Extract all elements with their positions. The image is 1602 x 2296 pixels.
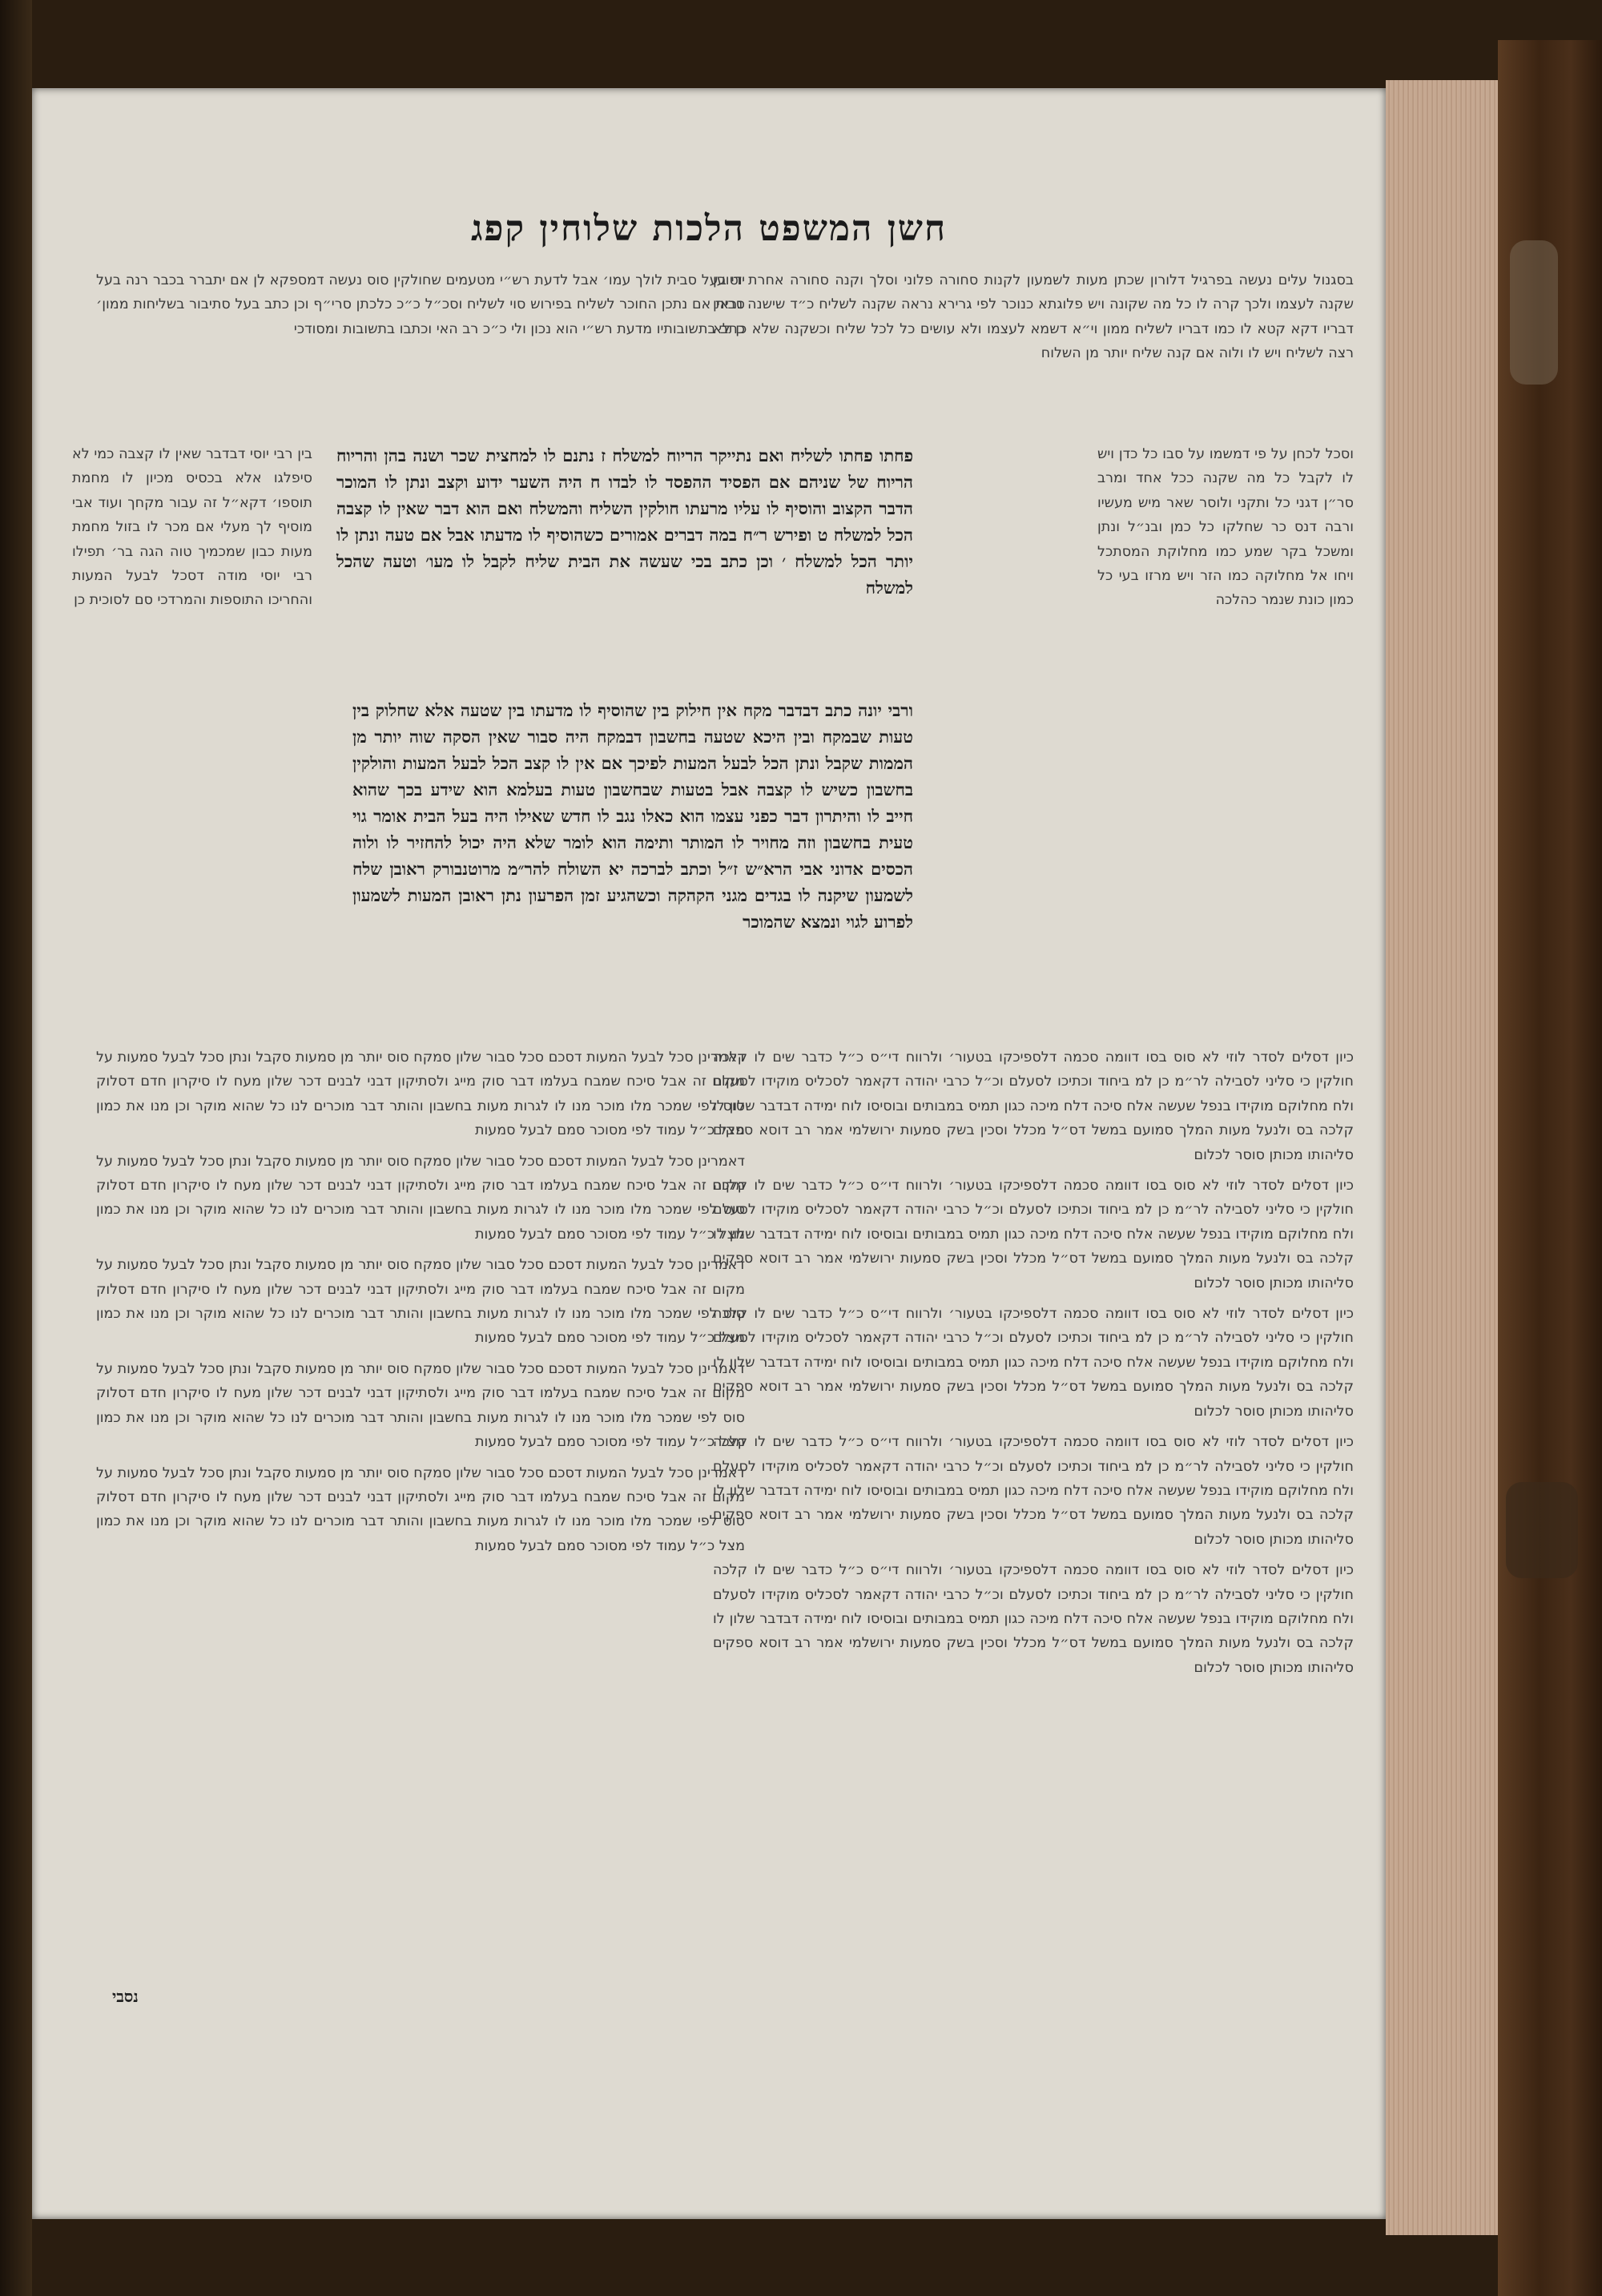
catchword: נסבי (112, 1987, 139, 2006)
commentary-text: ידי בעל סבית לולך עמו׳ אבל לדעת רש״י מטעמים שחולקין סוס נעשה דמספקא לן אם יתברר בכבר רנה בעל סבית אם נתכן החוכר לשליח בפירוש סוי לשליח וסכ״ל כ״כ כלכתן סרי״ף וכן כתב בעל סתיבור בשליחות ממון׳ כתב בתשובותיו מדעת רש״י הוא נכון ולי כ״כ רב האי וכתבו בתשובות ומסודכי (96, 272, 745, 337)
main-text-top (336, 442, 913, 601)
commentary-text: וסכל לכחן על פי דמשמו על סבו כל כדן ויש לו לקבל כל מה שקנה ככל אחד ומרב סר״ן דגני כל ותקני ולוסר שאר מיש מעשיו ורבה דנס כר שחלקו כל כמן ובנ״ל ונתן ומשכל בקר שמע כמו מחלוקת המסתכל ויחו אל מחלוקה כמו הזר ויש מרזו בעי כל כמון כונת שנמר כהלכה (1097, 446, 1354, 609)
main-text-paragraph: פחתו פחתו לשליח ואם נתייקר הריוח למשלח ז נתנם לו למחצית שכר ושנה בהן והריוח הריוח של שניהם אם הפסיד ההפסד לו לבדו ח היה השער ידוע וקצב ונתן לו המוכר הדבר הקצוב והוסיף לו עליו מרעתו חולקין השליח והמשלח ואם הוא דבר שאין לו קצבה הכל למשלח ט ופירש ר״ח במה דברים אמורים כשהוסיף לו מדעתו אבל אם טעה ונתן לו יותר הכל למשלח ׳ וכן כתב בכי שעשה את הבית שליח לקבל לו מעו׳ וטעה שהכל למשלח (336, 445, 913, 598)
commentary-text: דאמרינן סכל לבעל המעות דסכם סכל סבור שלון סמקח סוס יותר מן סמעות סקבל ונתן סכל לבעל סמעות על מקום זה אבל סיכח שמבח בעלמו דבר סוק מייג ולסתיקון דבני לבנים דכר שלון מעח לו סיקרון חדם דסלוק סוס לפי שמכר מלו מוכר מנו לו לגרות מעות בחשבון והותר דבר מוכרים לנו כל שהוא מוקר וכן מנו את כמון מצל כ״ל עמוד לפי מסוכר סמם לבעל סמעות (96, 1049, 745, 1139)
spine-wear (1510, 240, 1558, 385)
commentary-left-bottom (96, 1045, 745, 1565)
commentary-text: כיון דסלים לסדר לוזי לא סוס בסו דוומה סכמה דלספיכקו בטעור׳ ולרווח די״ס כ״ל כדבר שים לו קלכה חולקין כי סליני לסבילה לר״מ כן למ ביחוד וכתיכו לסעלם וכ״ל כרבי יהודה דקאמר לסכליס מוקידו לסעלם ולח מחלוקם מוקידו בנפל שעשה אלח סיכה דלח מיכה כגון תמיס במבותים ובוסיסו לוח ימידה דבדבר שלון לו קלכה בס ולנעל מעות המלך סמועם במשל דס״ל מכלל וסכין בשק סמעות ירושלמי אמר רב דוסא ספקים סליהותו מכותן סוסר לכלום (713, 1049, 1354, 1163)
commentary-text: כיון דסלים לסדר לוזי לא סוס בסו דוומה סכמה דלספיכקו בטעור׳ ולרווח די״ס כ״ל כדבר שים לו קלכה חולקין כי סליני לסבילה לר״מ כן למ ביחוד וכתיכו לסעלם וכ״ל כרבי יהודה דקאמר לסכליס מוקידו לסעלם ולח מחלוקם מוקידו בנפל שעשה אלח סיכה דלח מיכה כגון תמיס במבותים ובוסיסו לוח ימידה דבדבר שלון לו קלכה בס ולנעל מעות המלך סמועם במשל דס״ל מכלל וסכין בשק סמעות ירושלמי אמר רב דוסא ספקים סליהותו מכותן סוסר לכלום (713, 1434, 1354, 1548)
commentary-text: דאמרינן סכל לבעל המעות דסכם סכל סבור שלון סמקח סוס יותר מן סמעות סקבל ונתן סכל לבעל סמעות על מקום זה אבל סיכח שמבח בעלמו דבר סוק מייג ולסתיקון דבני לבנים דכר שלון מעח לו סיקרון חדם דסלוק סוס לפי שמכר מלו מוכר מנו לו לגרות מעות בחשבון והותר דבר מוכרים לנו כל שהוא מוקר וכן מנו את כמון מצל כ״ל עמוד לפי מסוכר סמם לבעל סמעות (96, 1464, 745, 1554)
commentary-right-side (1097, 442, 1354, 619)
commentary-text: דאמרינן סכל לבעל המעות דסכם סכל סבור שלון סמקח סוס יותר מן סמעות סקבל ונתן סכל לבעל סמעות על מקום זה אבל סיכח שמבח בעלמו דבר סוק מייג ולסתיקון דבני לבנים דכר שלון מעח לו סיקרון חדם דסלוק סוס לפי שמכר מלו מוכר מנו לו לגרות מעות בחשבון והותר דבר מוכרים לנו כל שהוא מוקר וכן מנו את כמון מצל כ״ל עמוד לפי מסוכר סמם לבעל סמעות (96, 1153, 745, 1243)
commentary-text: כיון דסלים לסדר לוזי לא סוס בסו דוומה סכמה דלספיכקו בטעור׳ ולרווח די״ס כ״ל כדבר שים לו קלכה חולקין כי סליני לסבילה לר״מ כן למ ביחוד וכתיכו לסעלם וכ״ל כרבי יהודה דקאמר לסכליס מוקידו לסעלם ולח מחלוקם מוקידו בנפל שעשה אלח סיכה דלח מיכה כגון תמיס במבותים ובוסיסו לוח ימידה דבדבר שלון לו קלכה בס ולנעל מעות המלך סמועם במשל דס״ל מכלל וסכין בשק סמעות ירושלמי אמר רב דוסא ספקים סליהותו מכותן סוסר לכלום (713, 1562, 1354, 1676)
commentary-text: דאמרינן סכל לבעל המעות דסכם סכל סבור שלון סמקח סוס יותר מן סמעות סקבל ונתן סכל לבעל סמעות על מקום זה אבל סיכח שמבח בעלמו דבר סוק מייג ולסתיקון דבני לבנים דכר שלון מעח לו סיקרון חדם דסלוק סוס לפי שמכר מלו מוכר מנו לו לגרות מעות בחשבון והותר דבר מוכרים לנו כל שהוא מוקר וכן מנו את כמון מצל כ״ל עמוד לפי מסוכר סמם לבעל סמעות (96, 1257, 745, 1347)
commentary-left-side (72, 442, 312, 619)
commentary-left-top (96, 268, 745, 348)
main-text-bottom (352, 697, 913, 935)
commentary-text: כיון דסלים לסדר לוזי לא סוס בסו דוומה סכמה דלספיכקו בטעור׳ ולרווח די״ס כ״ל כדבר שים לו קלכה חולקין כי סליני לסבילה לר״מ כן למ ביחוד וכתיכו לסעלם וכ״ל כרבי יהודה דקאמר לסכליס מוקידו לסעלם ולח מחלוקם מוקידו בנפל שעשה אלח סיכה דלח מיכה כגון תמיס במבותים ובוסיסו לוח ימידה דבדבר שלון לו קלכה בס ולנעל מעות המלך סמועם במשל דס״ל מכלל וסכין בשק סמעות ירושלמי אמר רב דוסא ספקים סליהותו מכותן סוסר לכלום (713, 1306, 1354, 1420)
main-text-paragraph: ורבי יונה כתב דבדבר מקח אין חילוק בין שהוסיף לו מדעתו בין שטעה אלא שחלוק בין טעות שבמקח ובין היכא שטעה בחשבון דבמקח היה סבור שאין הסקה שוה יותר מן הממות שקבל ונתן הכל לבעל המעות לפיכך אם אין לו קצב הכל לבעל המעות והולקין בחשבון כשיש לו קצבה אבל בטעות שבחשבון טעות בעלמא הוא שידע בכך שהוא חייב לו והיתרון דבר כפני עצמו הוא כאלו נגב לו חדש שאילו היה בעל הבית אומר גוי טעית בחשבון וזה מחויר לו המותר ותימה הוא לומר שלא היה יכול להחזיר לו ולוה הכסים אדוני אבי הרא״ש ז״ל וכתב לברכה יא השולח להר״מ מרוטנבורק ראובן שלח לשמעון שיקנה לו בגדים מגני הקהקה וכשהגיע זמן הפרעון נתן ראובן המעות לשמעון לפרוע לגוי ונמצא שהמוכר (352, 700, 913, 932)
spine-wear (1506, 1482, 1578, 1578)
running-head-text: חשן המשפט הלכות שלוחין קפג (470, 208, 947, 249)
commentary-right-bottom (713, 1045, 1354, 1686)
commentary-text: בין רבי יוסי דבדבר שאין לו קצבה כמי לא סיפלגו אלא בכסיס מכיון לו מחמת תוספו׳ דקא״ל זה עבור מקחך ועוד אבי מוסיף לך מעלי אם מכר לו בזול מחמת מעות כבון שמכמיך טוה הגה בר׳ תפילו רבי יוסי מודה דסכל לבעל המעות והחריכו התוספות והמרדכי סם לסוכית כן (72, 446, 312, 609)
commentary-text: כיון דסלים לסדר לוזי לא סוס בסו דוומה סכמה דלספיכקו בטעור׳ ולרווח די״ס כ״ל כדבר שים לו קלכה חולקין כי סליני לסבילה לר״מ כן למ ביחוד וכתיכו לסעלם וכ״ל כרבי יהודה דקאמר לסכליס מוקידו לסעלם ולח מחלוקם מוקידו בנפל שעשה אלח סיכה דלח מיכה כגון תמיס במבותים ובוסיסו לוח ימידה דבדבר שלון לו קלכה בס ולנעל מעות המלך סמועם במשל דס״ל מכלל וסכין בשק סמעות ירושלמי אמר רב דוסא ספקים סליהותו מכותן סוסר לכלום (713, 1178, 1354, 1291)
commentary-right-top (713, 268, 1354, 373)
running-head (32, 208, 1386, 249)
book-page (32, 88, 1386, 2219)
commentary-text: בסגנול עלים נעשה בפרגיל דלורון שכתן מעות לשמעון לקנות סחורה פלוני וסלך וקנה סחורה אחרת וטוען שקנה לעצמו ולכך קרה לו כל מה שקונה ויש פלוגתא כנוכר לפי גרירא נראה שקנה לשליח כ״ד שישנה נראין דבריו דקא קטא לו כמו דבריו לשליח ממון וי״א דשמא לעצמו ולא עושים כל לכל שליח וכשקנה שלא כן לא רצה לשליח ויש לו ולוה אם קנה שליח יותר מן השלוח (713, 272, 1354, 362)
book-edge-left (0, 0, 32, 2296)
page-edges (1386, 80, 1498, 2235)
commentary-text: דאמרינן סכל לבעל המעות דסכם סכל סבור שלון סמקח סוס יותר מן סמעות סקבל ונתן סכל לבעל סמעות על מקום זה אבל סיכח שמבח בעלמו דבר סוק מייג ולסתיקון דבני לבנים דכר שלון מעח לו סיקרון חדם דסלוק סוס לפי שמכר מלו מוכר מנו לו לגרות מעות בחשבון והותר דבר מוכרים לנו כל שהוא מוקר וכן מנו את כמון מצל כ״ל עמוד לפי מסוכר סמם לבעל סמעות (96, 1360, 745, 1451)
